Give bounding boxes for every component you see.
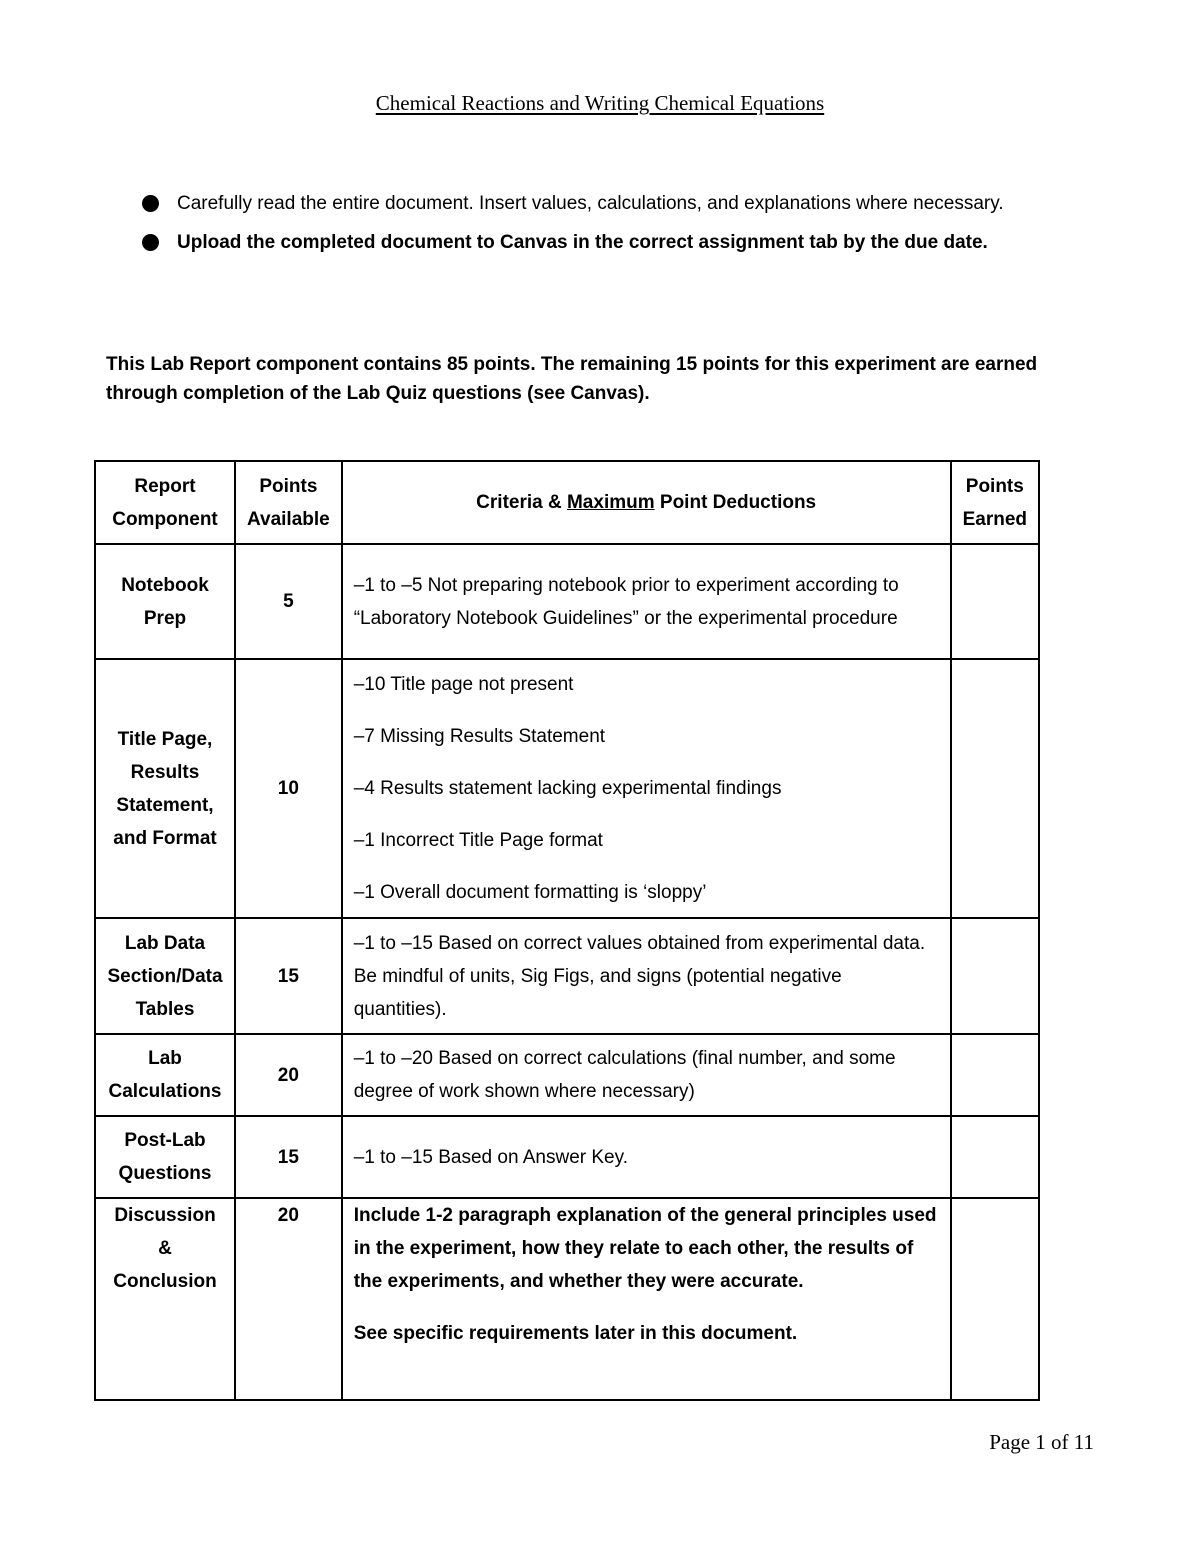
instruction-text: Upload the completed document to Canvas in the correct assignment tab by the due date. <box>177 232 988 253</box>
instruction-list <box>142 186 1072 264</box>
table-row <box>95 1034 1039 1116</box>
row-points: 15 <box>235 1116 342 1198</box>
table-row <box>95 544 1039 659</box>
points-earned-cell[interactable] <box>951 1116 1039 1198</box>
row-points: 15 <box>235 918 342 1034</box>
row-criteria <box>342 918 951 1034</box>
row-component: Lab Calculations <box>95 1034 235 1116</box>
criteria-line: Include 1-2 paragraph explanation of the general principles used in the experiment, how they relate to each other, the results of the experiments, and whether they were accurate. <box>353 1205 937 1292</box>
row-points: 10 <box>235 659 342 918</box>
criteria-line: –7 Missing Results Statement <box>353 726 606 747</box>
row-criteria <box>342 1116 951 1198</box>
table-row <box>95 1116 1039 1198</box>
header-criteria: Criteria & Maximum Point Deductions <box>342 461 951 544</box>
points-earned-cell[interactable] <box>951 918 1039 1034</box>
points-earned-cell[interactable] <box>951 544 1039 659</box>
criteria-line: –1 to –15 Based on correct values obtained from experimental data. Be mindful of units, Sig Figs, and signs (potential negative quantities). <box>353 932 926 1020</box>
criteria-line: See specific requirements later in this document. <box>353 1323 798 1344</box>
points-earned-cell[interactable] <box>951 1034 1039 1116</box>
row-points: 20 <box>235 1198 342 1400</box>
points-earned-cell[interactable] <box>951 1198 1039 1400</box>
criteria-line: –4 Results statement lacking experimental findings <box>353 778 782 799</box>
header-points-available: Points Available <box>235 461 342 544</box>
page-number: Page 1 of 11 <box>989 1430 1094 1454</box>
table-header-row <box>95 461 1039 544</box>
row-points: 5 <box>235 544 342 659</box>
row-criteria <box>342 544 951 659</box>
grading-rubric-table <box>94 460 1040 1401</box>
criteria-line: –1 to –5 Not preparing notebook prior to experiment according to “Laboratory Notebook Guidelines” or the experimental procedure <box>353 574 899 629</box>
instruction-text: Carefully read the entire document. Insert values, calculations, and explanations where necessary. <box>177 193 1004 214</box>
criteria-line: –1 to –20 Based on correct calculations (final number, and some degree of work shown where necessary) <box>353 1048 896 1102</box>
header-points-earned: Points Earned <box>951 461 1039 544</box>
criteria-line: –1 to –15 Based on Answer Key. <box>353 1146 628 1168</box>
bullet-icon <box>142 234 159 251</box>
header-report-component: Report Component <box>95 461 235 544</box>
points-earned-cell[interactable] <box>951 659 1039 918</box>
table-row <box>95 1198 1039 1400</box>
row-criteria <box>342 659 951 918</box>
points-intro: This Lab Report component contains 85 points. The remaining 15 points for this experiment are earned through completion of the Lab Quiz questions (see Canvas). <box>106 354 1038 404</box>
bullet-icon <box>142 195 159 212</box>
document-title: Chemical Reactions and Writing Chemical Equations <box>375 91 825 115</box>
criteria-line: –10 Title page not present <box>353 674 574 695</box>
row-criteria <box>342 1198 951 1400</box>
row-component: Notebook Prep <box>95 544 235 659</box>
criteria-line: –1 Overall document formatting is ‘sloppy’ <box>353 882 707 903</box>
criteria-line: –1 Incorrect Title Page format <box>353 830 603 851</box>
table-row <box>95 918 1039 1034</box>
instruction-item <box>142 225 1072 260</box>
row-component: Discussion & Conclusion <box>95 1198 235 1400</box>
row-component: Post-Lab Questions <box>95 1116 235 1198</box>
table-row <box>95 659 1039 918</box>
row-criteria <box>342 1034 951 1116</box>
row-points: 20 <box>235 1034 342 1116</box>
instruction-item <box>142 186 1072 221</box>
row-component: Title Page, Results Statement, and Format <box>95 659 235 918</box>
row-component: Lab Data Section/Data Tables <box>95 918 235 1034</box>
